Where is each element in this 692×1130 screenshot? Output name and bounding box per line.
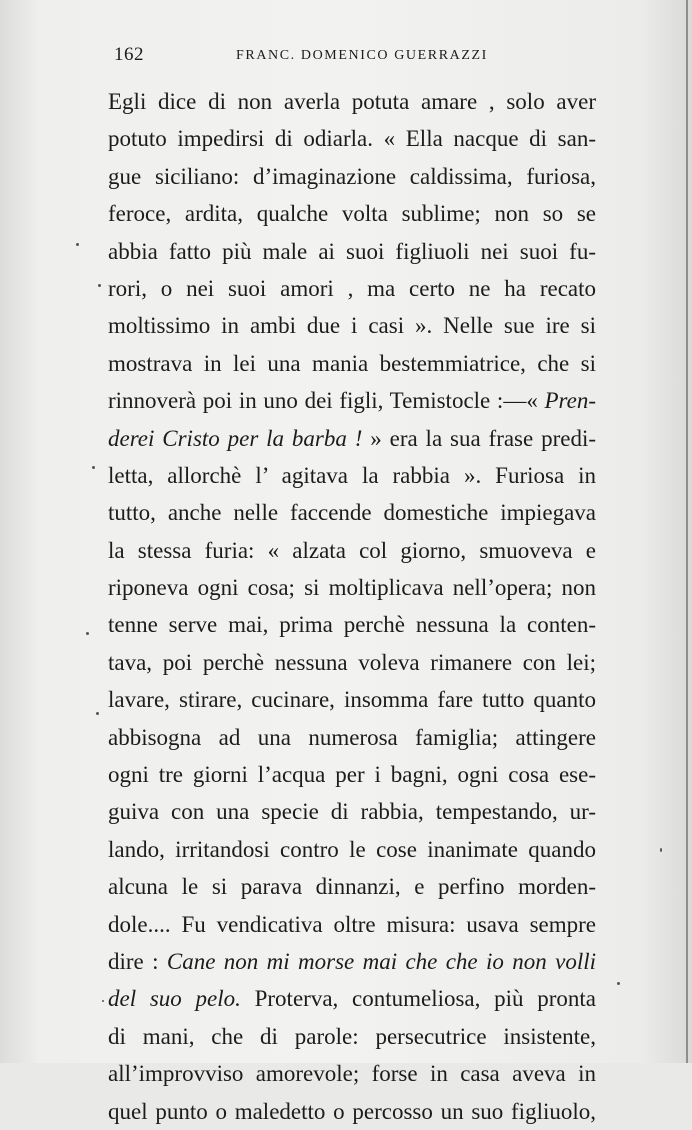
text-line — [108, 1055, 596, 1092]
text-line — [108, 793, 596, 830]
italic-text: Pren- — [544, 388, 596, 414]
line-text: lando, irritandosi contro le cose inanimate quando — [108, 836, 596, 862]
italic-text: Cane non mi morse mai che che io non volli — [166, 948, 596, 974]
text-line — [108, 1018, 596, 1055]
line-text: rori, o nei suoi amori , ma certo ne ha recato — [108, 275, 596, 301]
ink-speck — [76, 243, 79, 246]
line-text: » era la sua frase predi- — [362, 425, 596, 451]
ink-speck — [92, 466, 95, 469]
line-text: Proterva, contumeliosa, più pronta — [240, 986, 597, 1012]
page-header — [106, 44, 606, 74]
text-line — [108, 943, 596, 980]
line-text: tutto, anche nelle faccende domestiche impiegava — [108, 500, 596, 526]
line-text: feroce, ardita, qualche volta sublime; non so se — [108, 201, 596, 227]
text-line — [108, 831, 596, 868]
line-text: gue siciliano: d’imaginazione caldissima, furiosa, — [108, 163, 596, 189]
line-text: tava, poi perchè nessuna voleva rimanere con lei; — [108, 649, 596, 675]
line-text: mostrava in lei una mania bestemmiatrice, che si — [108, 350, 596, 376]
ink-speck — [617, 982, 620, 985]
line-text: quel punto o maledetto o percosso un suo figliuolo, — [108, 1098, 596, 1124]
page-edge-line — [686, 0, 688, 1063]
line-text: alcuna le si parava dinnanzi, e perfino morden- — [108, 874, 596, 900]
text-line — [108, 681, 596, 718]
text-line — [108, 644, 596, 681]
text-line — [108, 756, 596, 793]
line-text: dire : — [108, 948, 167, 974]
text-line — [108, 120, 596, 157]
text-line — [108, 420, 596, 457]
line-text: ogni tre giorni l’acqua per i bagni, ogni cosa ese- — [108, 762, 596, 788]
text-line — [108, 494, 596, 531]
page-number: 162 — [114, 44, 144, 65]
ink-speck — [86, 632, 89, 635]
ink-speck — [102, 1000, 104, 1002]
line-text: guiva con una specie di rabbia, tempestando, ur- — [108, 799, 596, 825]
ink-speck — [660, 848, 662, 852]
text-line — [108, 457, 596, 494]
line-text: riponeva ogni cosa; si moltiplicava nell’opera; non — [108, 575, 596, 601]
line-text: letta, allorchè l’ agitava la rabbia ». Furiosa in — [108, 462, 596, 488]
body-text — [108, 83, 596, 1130]
text-line — [108, 606, 596, 643]
text-line — [108, 233, 596, 270]
line-text: di mani, che di parole: persecutrice insistente, — [108, 1023, 596, 1049]
text-line — [108, 270, 596, 307]
ink-speck — [96, 712, 99, 715]
line-text: lavare, stirare, cucinare, insomma fare tutto quanto — [108, 687, 596, 713]
text-line — [108, 158, 596, 195]
line-text: tenne serve mai, prima perchè nessuna la conten- — [108, 612, 596, 638]
text-line — [108, 569, 596, 606]
text-line — [108, 980, 596, 1017]
text-line — [108, 83, 596, 120]
line-text: abbia fatto più male ai suoi figliuoli nei suoi fu- — [108, 238, 596, 264]
line-text: potuto impedirsi di odiarla. « Ella nacque di san- — [108, 126, 596, 152]
text-line — [108, 719, 596, 756]
text-line — [108, 382, 596, 419]
line-text: dole.... Fu vendicativa oltre misura: usava sempre — [108, 911, 596, 937]
line-text: abbisogna ad una numerosa famiglia; attingere — [108, 724, 596, 750]
running-head: FRANC. DOMENICO GUERRAZZI — [236, 48, 488, 63]
text-line — [108, 532, 596, 569]
line-text: moltissimo in ambi due i casi ». Nelle sue ire si — [108, 313, 596, 339]
text-line — [108, 906, 596, 943]
text-line — [108, 868, 596, 905]
text-line — [108, 1093, 596, 1130]
line-text: rinnoverà poi in uno dei figli, Temistocle :—« — [108, 388, 545, 414]
italic-text: del suo pelo. — [108, 986, 241, 1012]
text-line — [108, 307, 596, 344]
text-line — [108, 195, 596, 232]
text-line — [108, 345, 596, 382]
line-text: la stessa furia: « alzata col giorno, smuoveva e — [108, 537, 596, 563]
italic-text: derei Cristo per la barba ! — [108, 425, 363, 451]
line-text: all’improvviso amorevole; forse in casa aveva in — [108, 1061, 596, 1087]
line-text: Egli dice di non averla potuta amare , solo aver — [108, 89, 596, 114]
ink-speck — [98, 284, 101, 287]
